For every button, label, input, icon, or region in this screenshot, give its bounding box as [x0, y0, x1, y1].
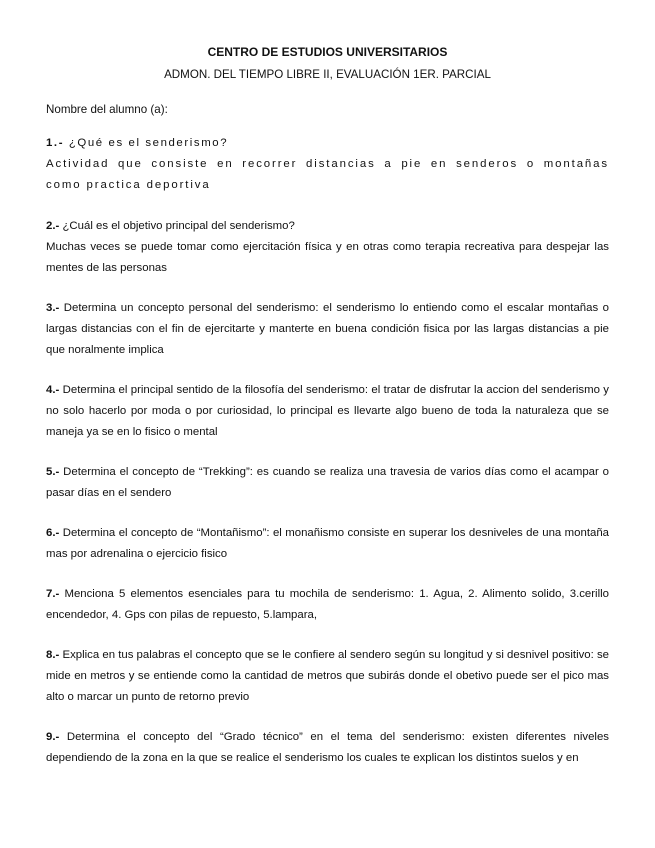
question-4-text: Determina el principal sentido de la filosofía del senderismo: el tratar de disfrutar la accion del senderismo y no solo hacerlo por moda o por curiosidad, lo principal es llevarte algo bueno de toda la naturaleza que se maneja ya se en lo fisico o mental: [46, 384, 609, 438]
document-title: CENTRO DE ESTUDIOS UNIVERSITARIOS: [207, 45, 448, 59]
question-1-text: ¿Qué es el senderismo?: [64, 137, 229, 149]
question-9-text: Determina el concepto del “Grado técnico” en el tema del senderismo: existen diferentes niveles dependiendo de la zona en la que se realice el senderismo los cuales te explican los distintos suelos y en: [46, 731, 609, 764]
question-2-number: 2.-: [46, 220, 60, 232]
question-4-number: 4.-: [46, 384, 60, 396]
question-2: [46, 216, 609, 279]
question-5: [46, 462, 609, 504]
question-9-number: 9.-: [46, 731, 60, 743]
question-7-text: Menciona 5 elementos esenciales para tu mochila de senderismo: 1. Agua, 2. Alimento solido, 3.cerillo encendedor, 4. Gps con pilas de repuesto, 5.lampara,: [46, 588, 609, 621]
document-header: [46, 44, 609, 83]
question-4: [46, 380, 609, 443]
question-1-number: 1.-: [46, 137, 65, 149]
question-6-text: Determina el concepto de “Montañismo”: el monañismo consiste en superar los desniveles de una montaña mas por adrenalina o ejercicio fisico: [46, 527, 609, 560]
question-5-text: Determina el concepto de “Trekking”: es cuando se realiza una travesia de varios días como el acampar o pasar días en el sendero: [46, 466, 609, 499]
question-6-number: 6.-: [46, 527, 60, 539]
question-6: [46, 523, 609, 565]
student-name-label: Nombre del alumno (a):: [46, 103, 168, 116]
question-1-answer: Actividad que consiste en recorrer distancias a pie en senderos o montañas como practica deportiva: [46, 158, 609, 191]
question-1: [46, 133, 609, 196]
question-7-number: 7.-: [46, 588, 60, 600]
question-9: [46, 727, 609, 769]
document-subtitle: ADMON. DEL TIEMPO LIBRE II, EVALUACIÓN 1ER. PARCIAL: [164, 68, 491, 81]
question-8: [46, 645, 609, 708]
question-5-number: 5.-: [46, 466, 60, 478]
question-2-answer: Muchas veces se puede tomar como ejercitación física y en otras como terapia recreativa para despejar las mentes de las personas: [46, 241, 609, 274]
question-8-text: Explica en tus palabras el concepto que se le confiere al sendero según su longitud y si desnivel positivo: se mide en metros y se entiende como la cantidad de metros que subirás donde el obetivo puede ser el pico mas alto o marcar un punto de retorno previo: [46, 649, 609, 703]
question-3: [46, 298, 609, 361]
question-7: [46, 584, 609, 626]
question-8-number: 8.-: [46, 649, 60, 661]
question-3-text: Determina un concepto personal del senderismo: el senderismo lo entiendo como el escalar montañas o largas distancias con el fin de ejercitarte y manterte en buena condición fisica por las largas distancias a pie que noralmente implica: [46, 302, 609, 356]
question-2-text: ¿Cuál es el objetivo principal del senderismo?: [59, 220, 295, 232]
question-3-number: 3.-: [46, 302, 60, 314]
